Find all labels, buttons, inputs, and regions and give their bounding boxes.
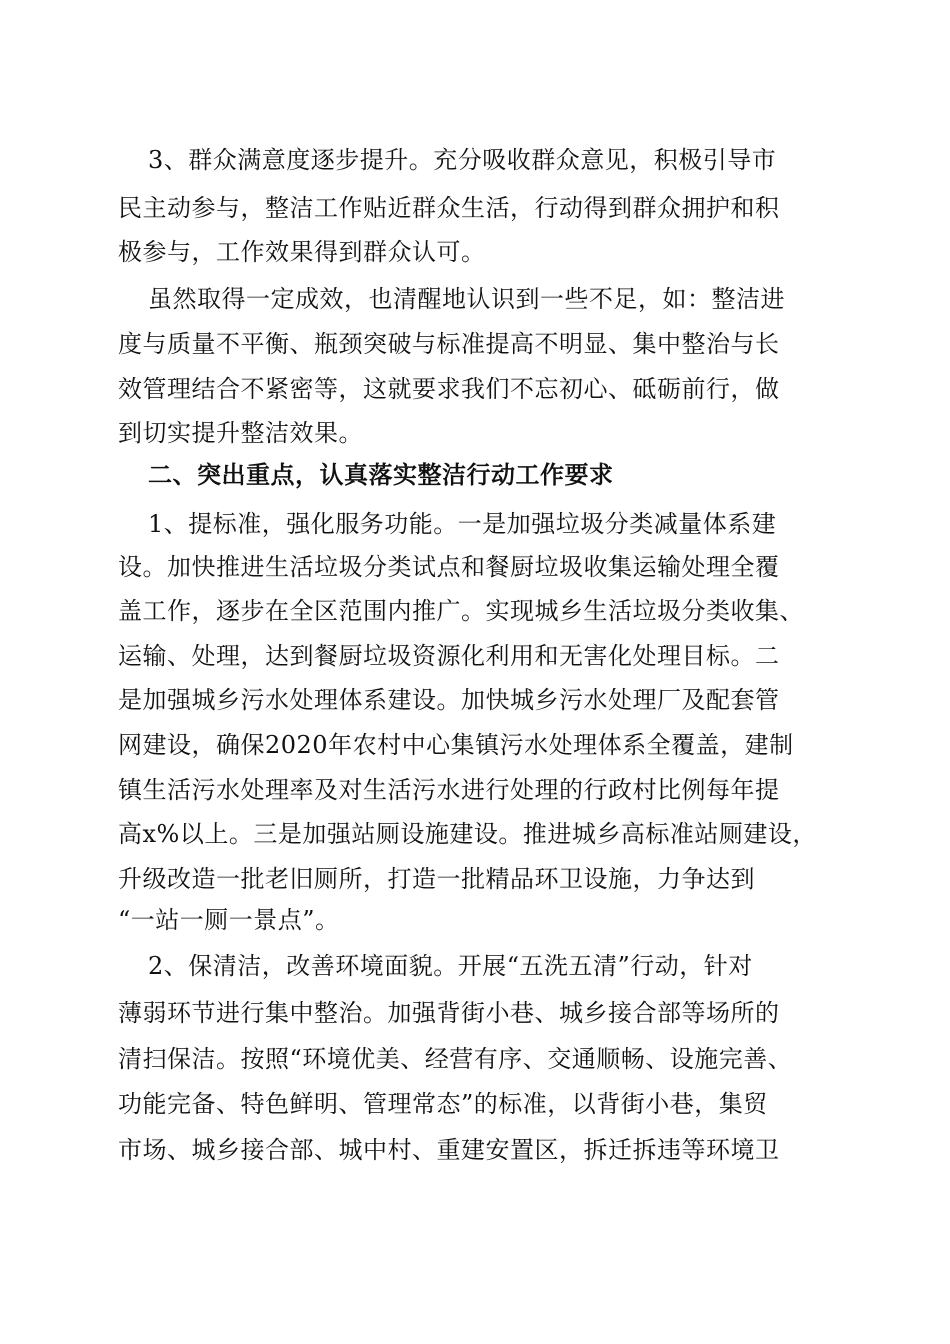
paragraph-line: 盖工作，逐步在全区范围内推广。实现城乡生活垃圾分类收集、 [118,597,804,625]
paragraph-line: 效管理结合不紧密等，这就要求我们不忘初心、砥砺前行，做 [118,375,780,403]
section-heading: 二、突出重点，认真落实整洁行动工作要求 [148,461,614,489]
paragraph-line: 是加强城乡污水处理体系建设。加快城乡污水处理厂及配套管 [118,686,780,714]
paragraph-line: 市场、城乡接合部、城中村、重建安置区，拆迁拆违等环境卫 [118,1136,780,1164]
paragraph-line: 1、提标准，强化服务功能。一是加强垃圾分类减量体系建 [148,510,777,538]
paragraph-line: 清扫保洁。按照“环境优美、经营有序、交通顺畅、设施完善、 [118,1045,793,1073]
paragraph-line: 运输、处理，达到餐厨垃圾资源化利用和无害化处理目标。二 [118,642,780,670]
paragraph-line: 功能完备、特色鲜明、管理常态”的标准，以背街小巷，集贸 [118,1090,768,1118]
paragraph-line: “一站一厕一景点”。 [118,906,340,934]
paragraph-line: 网建设，确保2020年农村中心集镇污水处理体系全覆盖，建制 [118,731,794,759]
paragraph-line: 设。加快推进生活垃圾分类试点和餐厨垃圾收集运输处理全覆 [118,553,780,581]
paragraph-line: 薄弱环节进行集中整治。加强背街小巷、城乡接合部等场所的 [118,999,780,1027]
paragraph-line: 升级改造一批老旧厕所，打造一批精品环卫设施，力争达到 [118,865,755,893]
paragraph-line: 3、群众满意度逐步提升。充分吸收群众意见，积极引导市 [148,146,777,174]
paragraph-line: 民主动参与，整洁工作贴近群众生活，行动得到群众拥护和积 [118,194,780,222]
paragraph-line: 极参与，工作效果得到群众认可。 [118,238,486,266]
paragraph-line: 虽然取得一定成效，也清醒地认识到一些不足，如：整洁进 [148,285,785,313]
paragraph-line: 镇生活污水处理率及对生活污水进行处理的行政村比例每年提 [118,776,780,804]
paragraph-line: 高x%以上。三是加强站厕设施建设。推进城乡高标准站厕建设， [118,820,817,848]
paragraph-line: 到切实提升整洁效果。 [118,419,363,447]
paragraph-line: 度与质量不平衡、瓶颈突破与标准提高不明显、集中整治与长 [118,330,780,358]
paragraph-line: 2、保清洁，改善环境面貌。开展“五洗五清”行动，针对 [148,952,753,980]
